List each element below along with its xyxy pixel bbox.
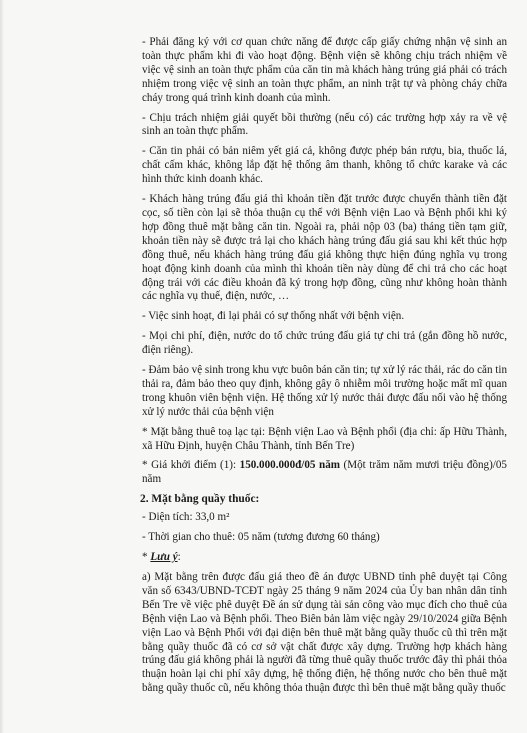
note-line <box>118 551 507 565</box>
area-line: - Diện tích: 33,0 m² <box>142 511 230 524</box>
paragraph-pharmacy-note: a) Mặt bằng trên được đấu giá theo đề án được UBND tỉnh phê duyệt tại Công văn số 6343/UBND-TCĐT ngày 25 tháng 9 năm 2024 của Ủy ban nhân dân tỉnh Bến Tre về việc phê duyệt Đề án sử dụng tài sản công vào mục đích cho thuê của Bệnh viện Lao và Bệnh phổi. Theo Biên bản làm việc ngày 29/10/2024 giữa Bệnh viện Lao và Bệnh Phổi với đại diện bên thuê mặt bằng quầy thuốc cũ thì trên mặt bằng quầy thuốc đã có cơ sở vật chất được xây dựng. Trường hợp khách hàng trúng đấu giá không phải là người đã từng thuê quầy thuốc trước đây thì phải thỏa thuận hoàn lại chi phí xây dựng, hệ thống điện, hệ thống nước cho bên thuê mặt bằng quầy thuốc cũ, nếu không thỏa thuận được thì bên thuê mặt bằng quầy thuốc <box>142 571 507 695</box>
section-heading-pharmacy: 2. Mặt bằng quầy thuốc: <box>140 493 260 506</box>
paragraph-price-listing: - Căn tin phải có bản niêm yết giá cả, không được phép bán rượu, bia, thuốc lá, chất cấm khác, không lắp đặt hệ thống âm thanh, không tổ chức karake và các hình thức kinh doanh khác. <box>142 145 507 186</box>
scan-edge <box>0 0 4 733</box>
paragraph-hygiene: - Đảm bảo vệ sinh trong khu vực buôn bán căn tin; tự xử lý rác thải, rác do căn tin thải ra, đảm bảo theo quy định, không gây ô nhiễm môi trường hoặc mất mĩ quan trong khuôn viên bệnh viện. Hệ thống xử lý nước thải được đấu nối vào hệ thống xử lý nước thải của bệnh viện <box>142 364 507 418</box>
paragraph-activities: - Việc sinh hoạt, đi lại phải có sự thống nhất với bệnh viện. <box>142 310 405 323</box>
note-prefix: * <box>142 551 151 564</box>
paragraph-starting-price <box>118 459 507 487</box>
starting-price-prefix: * Giá khởi điểm (1): <box>142 459 240 472</box>
note-label: Lưu ý <box>150 551 178 564</box>
starting-price-suffix: (Một trăm năm mươi triệu đồng)/05 năm <box>142 459 507 486</box>
paragraph-compensation: - Chịu trách nhiệm giải quyết bồi thường (nếu có) các trường hợp xảy ra về vệ sinh an toàn thực phẩm. <box>142 111 507 138</box>
note-suffix: : <box>177 551 181 564</box>
paragraph-utilities: - Mọi chi phí, điện, nước do tổ chức trúng đấu giá tự chi trả (gắn đồng hồ nước, điện riêng). <box>142 330 507 357</box>
paragraph-deposit: - Khách hàng trúng đấu giá thì khoản tiền đặt trước được chuyển thành tiền đặt cọc, số tiền còn lại sẽ thỏa thuận cụ thể với Bệnh viện Lao và Bệnh phổi khi ký hợp đồng thuê mặt bằng căn tin. Ngoài ra, phải nộp 03 (ba) tháng tiền tạm giữ, khoản tiền này sẽ được trả lại cho khách hàng trúng đấu giá sau khi kết thúc hợp đồng thuê, nếu khách hàng trúng đấu giá không thực hiện đúng nghĩa vụ trong hoạt động kinh doanh của mình thì khoản tiền này dùng để chi trả cho các hoạt động trái với các điều khoản đã ký trong hợp đồng, cũng như không hoàn thành các nghĩa vụ thuế, điện, nước, … <box>142 193 507 303</box>
starting-price-amount: 150.000.000đ/05 năm <box>239 459 340 472</box>
term-line: - Thời gian cho thuê: 05 năm (tương đương 60 tháng) <box>142 531 380 544</box>
paragraph-food-safety-registration: - Phải đăng ký với cơ quan chức năng để được cấp giấy chứng nhận vệ sinh an toàn thực phẩm khi đi vào hoạt động. Bệnh viện sẽ không chịu trách nhiệm về việc vệ sinh an toàn thực phẩm của căn tin mà khách hàng trúng giá phải có trách nhiệm trong việc vệ sinh an toàn thực phẩm, an ninh trật tự và phòng cháy chữa cháy trong quá trình kinh doanh của mình. <box>142 36 507 104</box>
paragraph-location: * Mặt bằng thuê toạ lạc tại: Bệnh viện Lao và Bệnh phổi (địa chỉ: ấp Hữu Thành, xã Hữu Định, huyện Châu Thành, tỉnh Bến Tre) <box>142 425 507 452</box>
